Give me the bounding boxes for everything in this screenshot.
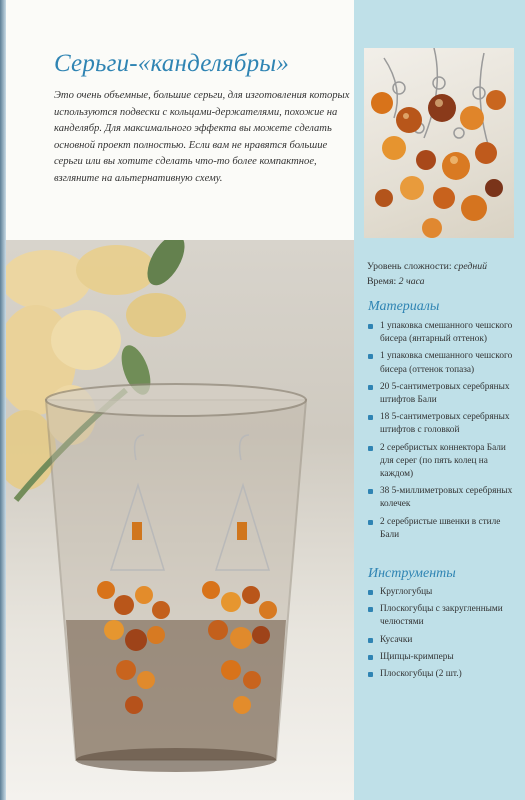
materials-item: 1 упаковка смешанного чешского бисера (янтарный оттенок): [368, 320, 518, 346]
time-line: [367, 274, 517, 289]
materials-item: 1 упаковка смешанного чешского бисера (оттенок топаза): [368, 350, 518, 376]
tools-heading: Инструменты: [368, 566, 456, 581]
tools-item: Кусачки: [368, 634, 518, 647]
intro-paragraph: Это очень объемные, большие серьги, для изготовления которых используются подвески с кольцами-держателями, похожие на канделябр. Для максимального эффекта вы можете сделать основной проект полностью. Если вам не нравятся большие серьги или вы хотите сделать что-то более компактное, взгляните на альтернативную схему.: [54, 90, 350, 184]
difficulty-label: Уровень сложности:: [367, 261, 452, 272]
earring-closeup-photo: [364, 48, 514, 238]
tools-item: Круглогубцы: [368, 586, 518, 599]
difficulty-value: средний: [454, 261, 488, 272]
tools-list: [368, 586, 518, 685]
difficulty-info: [367, 259, 517, 289]
materials-item: 2 серебристые швенки в стиле Бали: [368, 516, 518, 542]
difficulty-line: [367, 259, 517, 274]
materials-item: 2 серебристых коннектора Бали для серег (по пять колец на каждом): [368, 442, 518, 482]
materials-list: [368, 320, 518, 546]
tools-item: Щипцы-кримперы: [368, 651, 518, 664]
earrings-in-glass-photo: [6, 240, 354, 800]
materials-item: 38 5-миллиметровых серебряных колечек: [368, 485, 518, 511]
materials-item: 18 5-сантиметровых серебряных штифтов с головкой: [368, 411, 518, 437]
time-label: Время:: [367, 276, 397, 287]
tools-item: Плоскогубцы с закругленными челюстями: [368, 603, 518, 629]
tools-item: Плоскогубцы (2 шт.): [368, 668, 518, 681]
materials-item: 20 5-сантиметровых серебряных штифтов Бали: [368, 381, 518, 407]
materials-heading: Материалы: [368, 299, 440, 314]
page-title: Серьги-«канделябры»: [54, 50, 290, 77]
time-value: 2 часа: [398, 276, 425, 287]
